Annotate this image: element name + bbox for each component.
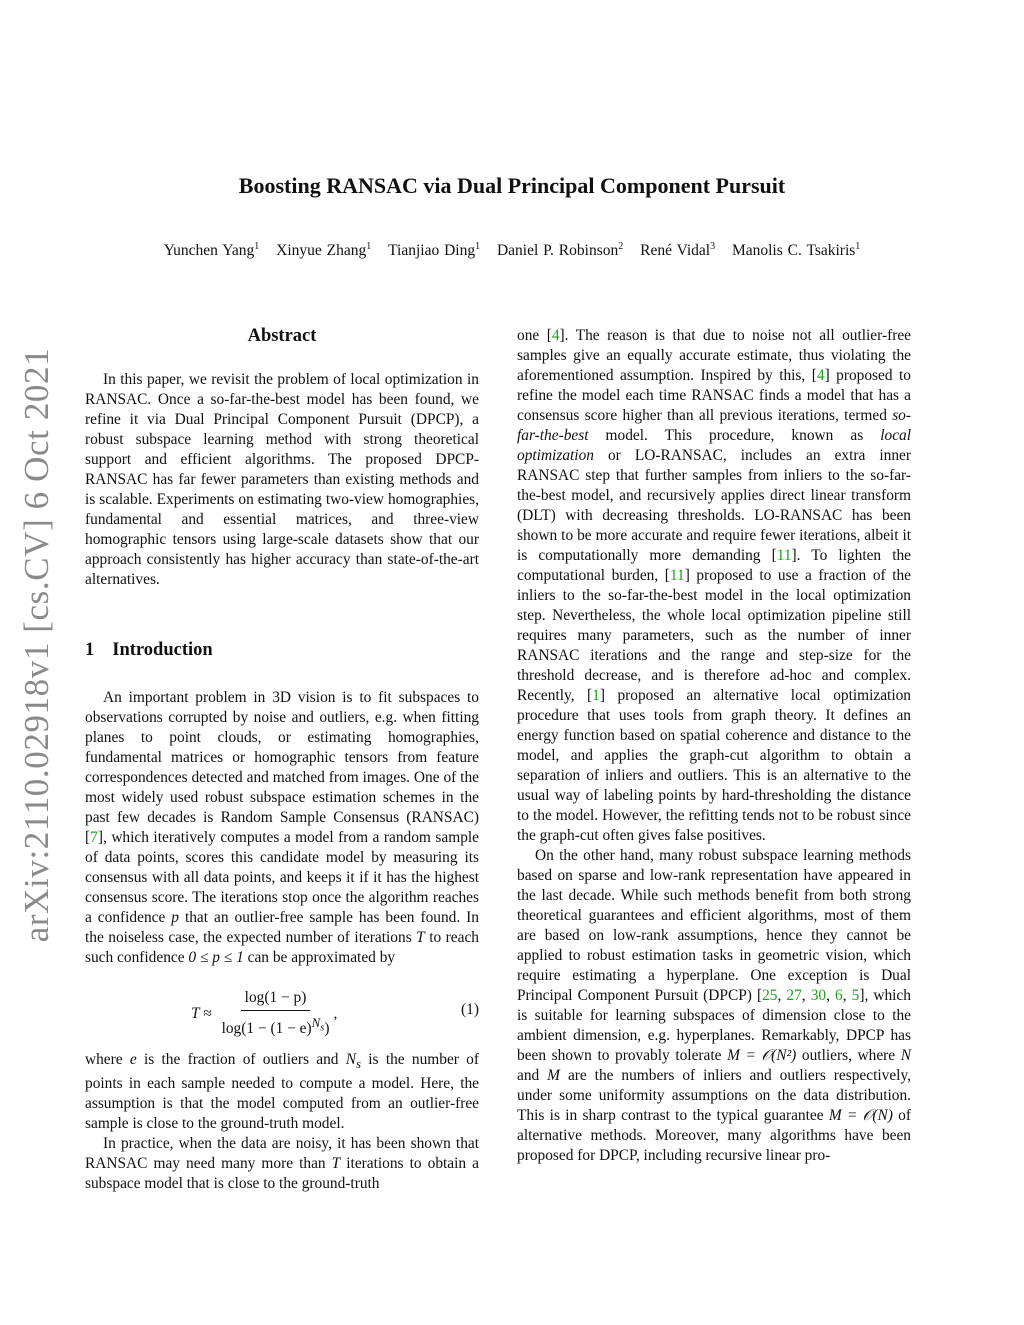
citation-link[interactable]: 11 bbox=[669, 567, 685, 584]
author: Tianjiao Ding$^1$ bbox=[388, 241, 481, 260]
body-paragraph: On the other hand, many robust subspace learning methods based on sparse and low-rank representation have appeared in the last decade. While such methods benefit from both strong theoretical guarantees and efficient algorithms, most of them are based on low-rank assumptions, hence they cannot be applied to robust estimation tasks in geometric vision, which require estimating a hyperplane. One exception is Dual Principal Component Pursuit (DPCP) [25, 27, 30, 6, 5], which is suitable for learning subspaces of dimension close to the ambient dimension, e.g. hyperplanes. Remarkably, DPCP has been shown to provably tolerate M = 𝒪(N²) outliers, where N and M are the numbers of inliers and outliers respectively, under some uniformity assumptions on the data distribution. This is in sharp contrast to the typical guarantee M = 𝒪(N) of alternative methods. Moreover, many algorithms have been proposed for DPCP, including recursive linear pro- bbox=[517, 847, 911, 1164]
equation-1: T ≈ $\frac{\log(1 - p)}{\log(1 - (1 - e)^{N_s})}$ , (1) bbox=[191, 989, 479, 1038]
paper-title: Boosting RANSAC via Dual Principal Component Pursuit bbox=[238, 173, 786, 198]
citation-link[interactable]: 5 bbox=[851, 987, 860, 1004]
equation-fraction bbox=[218, 988, 334, 1039]
intro-paragraph: where e is the fraction of outliers and $N_s$ is the number of points in each sample needed to compute a model. Here, the assumption is that the model computed from an outlier-free sample is close to the ground-truth model. bbox=[85, 1051, 479, 1133]
citation-link[interactable]: 4 bbox=[551, 327, 560, 344]
equation-denominator: $\log(1 - (1 - e)^{N_s})$ bbox=[221, 1016, 330, 1038]
body-paragraph: one [4]. The reason is that due to noise not all outlier-free samples give an equally accurate estimate, thus violating the aforementioned assumption. Inspired by this, [4] proposed to refine the model each time RANSAC finds a model that has a consensus score higher than all previous iterations, termed so-far-the-best model. This procedure, known as local optimization or LO-RANSAC, includes an extra inner RANSAC step that further samples from inliers to the so-far-the-best model, and recursively applies direct linear transform (DLT) with decreasing thresholds. LO-RANSAC has been shown to be more accurate and require fewer iterations, albeit it is computationally more demanding [11]. To lighten the computational burden, [11] proposed to use a fraction of the inliers to the so-far-the-best model in the local optimization step. Nevertheless, the whole local optimization pipeline still requires many parameters, such as the number of inner RANSAC iterations and the range and step-size for the threshold decrease, and is therefore ad-hoc and complex. Recently, [1] proposed an alternative local optimization procedure that uses tools from graph theory. It defines an energy function based on spatial coherence and distance to the model, and applies the graph-cut algorithm to obtain a separation of inliers and outliers. This is an alternative to the usual way of labeling points by hard-thresholding the distance to the model. However, the refitting tends not to be robust since the graph-cut often gives false positives. bbox=[517, 327, 912, 844]
author: Daniel P. Robinson$^2$ bbox=[496, 241, 624, 260]
author: Yunchen Yang$^1$ bbox=[163, 241, 260, 260]
inline-math: 0 ≤ p ≤ 1 bbox=[188, 949, 244, 966]
arxiv-identifier: arXiv:2110.02918v1 [cs.CV] 6 Oct 2021 bbox=[17, 347, 56, 943]
citation-link[interactable]: 1 bbox=[592, 687, 600, 704]
citation-link[interactable]: 27 bbox=[786, 987, 802, 1004]
section-heading-introduction: 1 Introduction bbox=[85, 640, 213, 660]
inline-math: M = 𝒪(N) bbox=[828, 1107, 893, 1124]
author-list bbox=[0, 241, 1024, 260]
citation-link[interactable]: 7 bbox=[90, 829, 98, 846]
author: Xinyue Zhang$^1$ bbox=[276, 241, 372, 260]
right-column bbox=[517, 326, 911, 1166]
author: Manolis C. Tsakiris$^1$ bbox=[731, 241, 861, 260]
intro-paragraph: An important problem in 3D vision is to fit subspaces to observations corrupted by noise and outliers, e.g. when fitting planes to point clouds, or estimating homographies, fundamental matrices or homographic tensors from feature correspondences detected and matched from images. One of the most widely used robust subspace estimation schemes in the past few decades is Random Sample Consensus (RANSAC) [7], which iteratively computes a model from a random sample of data points, scores this candidate model by measuring its consensus with all data points, and keeps it if it has the highest consensus score. The iterations stop once the algorithm reaches a confidence p that an outlier-free sample has been found. In the noiseless case, the expected number of iterations T to reach such confidence 0 ≤ p ≤ 1 can be approximated by bbox=[85, 689, 479, 966]
citation-link[interactable]: 25 bbox=[762, 987, 778, 1004]
left-column bbox=[85, 326, 479, 1194]
citation-link[interactable]: 6 bbox=[835, 987, 843, 1004]
citation-link[interactable]: 30 bbox=[810, 987, 827, 1004]
inline-math: M = 𝒪(N²) bbox=[727, 1047, 797, 1064]
author: René Vidal$^3$ bbox=[640, 241, 716, 260]
citation-link[interactable]: 11 bbox=[776, 547, 792, 564]
intro-paragraph: In practice, when the data are noisy, it has been shown that RANSAC may need many more than T iterations to obtain a subspace model that is close to the ground-truth bbox=[85, 1135, 479, 1193]
equation-numerator: log(1 − p) bbox=[241, 988, 311, 1011]
equation-lhs: T ≈ bbox=[191, 1004, 212, 1022]
equation-number: (1) bbox=[461, 1001, 479, 1018]
abstract-heading: Abstract bbox=[247, 326, 317, 346]
citation-link[interactable]: 4 bbox=[816, 367, 825, 384]
abstract-body: In this paper, we revisit the problem of local optimization in RANSAC. Once a so-far-the-best model has been found, we refine it via Dual Principal Component Pursuit (DPCP), a robust subspace learning method with strong theoretical support and efficient algorithms. The proposed DPCP-RANSAC has far fewer parameters than existing methods and is scalable. Experiments on estimating two-view homographies, fundamental and essential matrices, and three-view homographic tensors using large-scale datasets show that our approach consistently has higher accuracy than state-of-the-art alternatives. bbox=[85, 371, 479, 588]
